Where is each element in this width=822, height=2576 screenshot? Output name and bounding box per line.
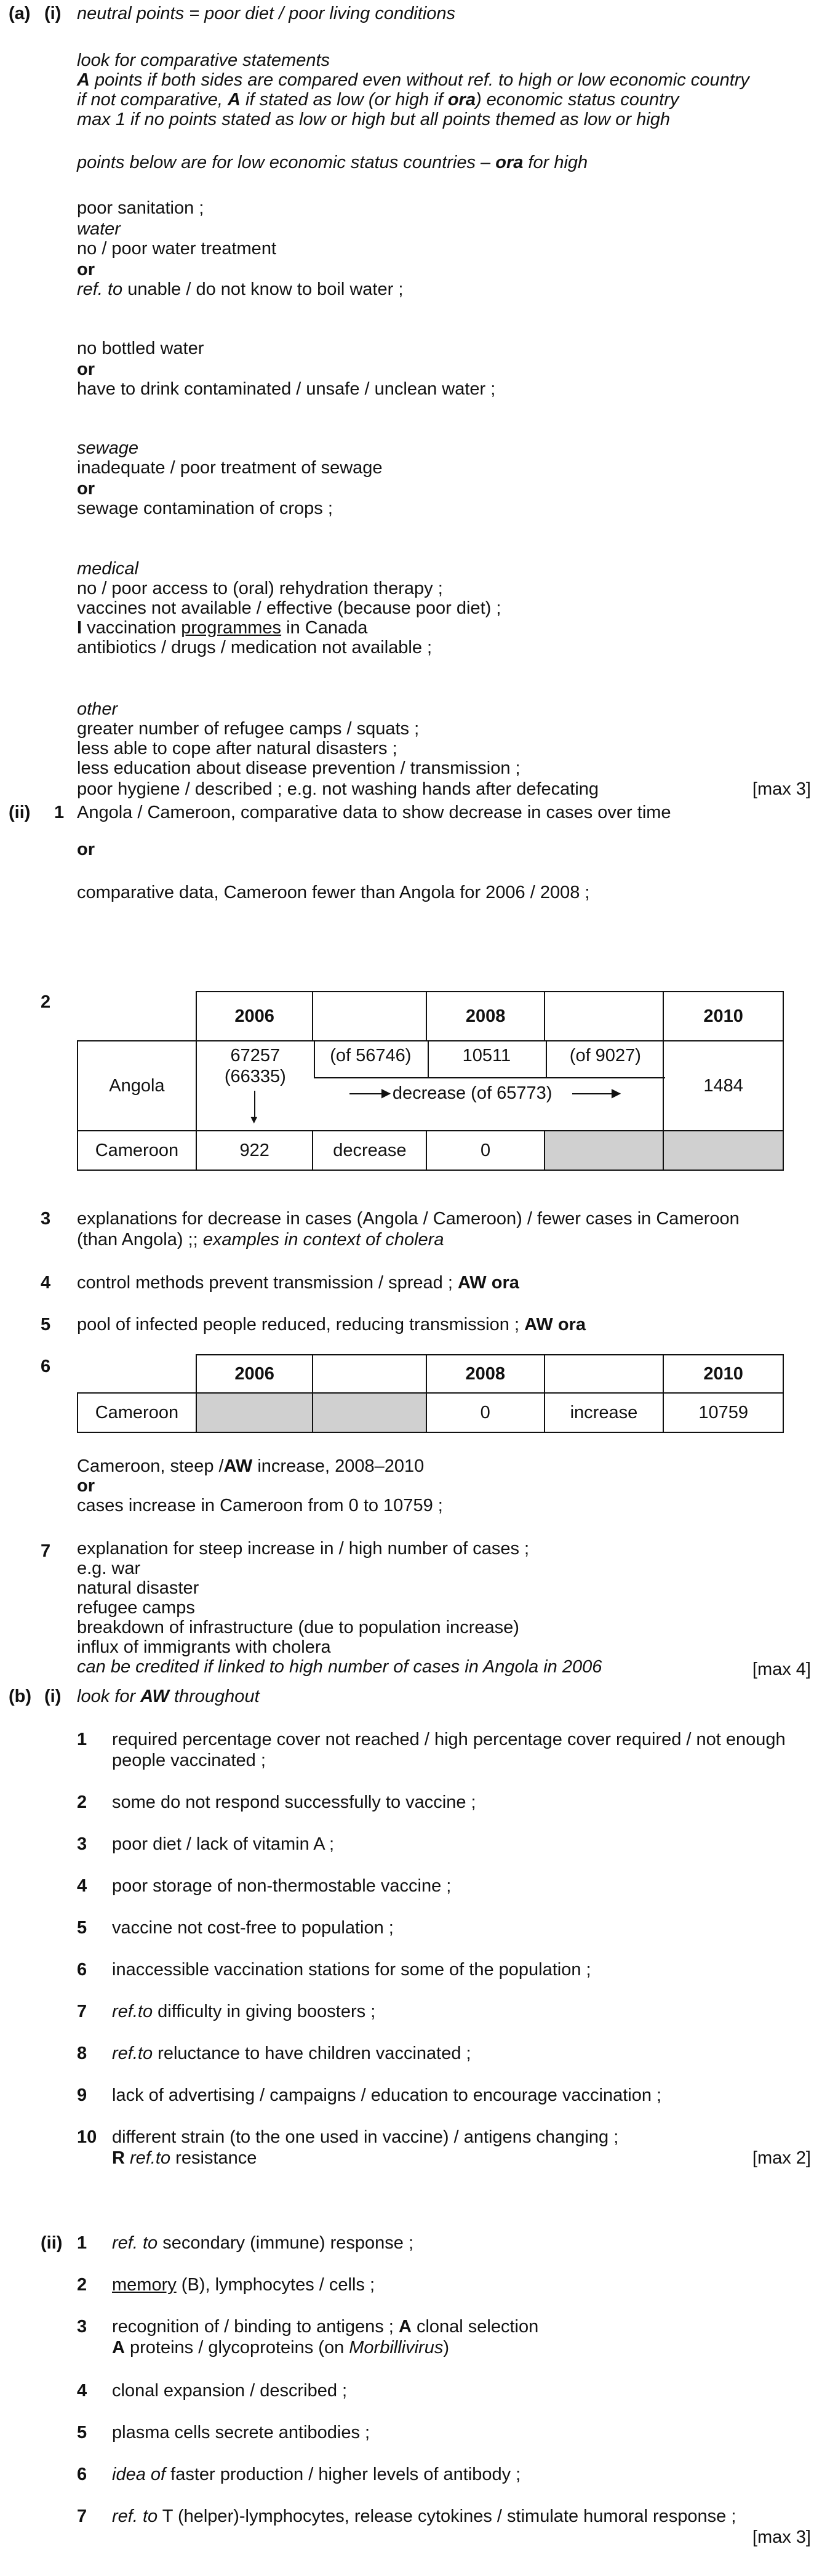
max-mark: [max 2] (752, 2148, 811, 2168)
explanation-line: explanation for steep increase in / high number of cases ; (77, 1539, 530, 1559)
steep-increase-point: Cameroon, steep /AW increase, 2008–2010 (77, 1456, 425, 1476)
or-label: or (77, 840, 95, 859)
row-label-angola: Angola (78, 1041, 196, 1131)
corner-cell (78, 1355, 196, 1393)
point-number: 3 (77, 2317, 87, 2337)
explanations-point-cont: (than Angola) ;; examples in context of cholera (77, 1230, 444, 1250)
secondary-response-point: ref. to secondary (immune) response ; (112, 2233, 414, 2253)
header-2006: 2006 (196, 1355, 313, 1393)
max-mark: [max 3] (752, 2527, 811, 2547)
cell-divider (546, 1041, 547, 1077)
cover-not-reached-point: required percentage cover not reached / high percentage cover required / not enough (112, 1730, 786, 1749)
vaccination-ignore-note: I vaccination programmes in Canada (77, 618, 368, 638)
different-strain-point: different strain (to the one used in vaccine) / antigens changing ; (112, 2127, 619, 2147)
point-number: 1 (77, 1730, 87, 1749)
max-mark: [max 3] (752, 779, 811, 799)
cameroon-2006-value: 922 (196, 1131, 313, 1170)
point-number: 8 (77, 2044, 87, 2063)
or-label: or (77, 1476, 95, 1496)
contaminated-water-point: have to drink contaminated / unsafe / unclean water ; (77, 379, 496, 399)
header-2006: 2006 (196, 992, 313, 1041)
reject-resistance-note: R ref.to resistance (112, 2148, 257, 2168)
point-number: 3 (77, 1834, 87, 1854)
cases-increase-point: cases increase in Cameroon from 0 to 10759 ; (77, 1496, 443, 1515)
explanation-line: breakdown of infrastructure (due to population increase) (77, 1618, 519, 1637)
shaded-cell (196, 1393, 313, 1432)
sewage-treatment-point: inadequate / poor treatment of sewage (77, 458, 383, 478)
point-number: 7 (41, 1541, 51, 1561)
point-number: 10 (77, 2127, 97, 2147)
header-gap (313, 992, 426, 1041)
part-b-i-label: (i) (44, 1687, 62, 1706)
point-number: 5 (77, 1918, 87, 1938)
explanations-point: explanations for decrease in cases (Angola / Cameroon) / fewer cases in Cameroon (77, 1209, 740, 1229)
point-number: 6 (77, 2465, 87, 2484)
point-number: 5 (77, 2423, 87, 2442)
glycoproteins-note: A proteins / glycoproteins (on Morbillivirus) (112, 2338, 450, 2357)
antigen-recognition-point: recognition of / binding to antigens ; A clonal selection (112, 2317, 539, 2337)
t-helper-point: ref. to T (helper)-lymphocytes, release cytokines / stimulate humoral response ; (112, 2506, 736, 2526)
angola-2006-value: 67257 (230, 1046, 281, 1065)
cell-divider (428, 1041, 429, 1077)
poor-storage-point: poor storage of non-thermostable vaccine ; (112, 1876, 452, 1896)
cameroon-2010-value: 10759 (663, 1393, 783, 1432)
boosters-point: ref.to difficulty in giving boosters ; (112, 2002, 376, 2021)
explanation-line: influx of immigrants with cholera (77, 1637, 331, 1657)
refugee-camps-point: greater number of refugee camps / squats ; (77, 719, 420, 739)
credit-note: can be credited if linked to high number of cases in Angola in 2006 (77, 1657, 602, 1677)
cameroon-2008-value: 0 (426, 1131, 545, 1170)
education-point: less education about disease prevention / transmission ; (77, 758, 521, 778)
neutral-points-note: neutral points = poor diet / poor living conditions (77, 4, 456, 23)
part-a-label: (a) (9, 4, 31, 23)
natural-disasters-point: less able to cope after natural disasters ; (77, 739, 397, 758)
reluctance-point: ref.to reluctance to have children vaccinated ; (112, 2044, 471, 2063)
a-points-note: A points if both sides are compared even without ref. to high or low economic country (77, 70, 749, 90)
row-label-cameroon: Cameroon (78, 1131, 196, 1170)
low-status-note: points below are for low economic status countries – ora for high (77, 153, 588, 172)
faster-production-point: idea of faster production / higher levels of antibody ; (112, 2465, 521, 2484)
hygiene-point: poor hygiene / described ; e.g. not washing hands after defecating (77, 779, 599, 799)
poor-sanitation-point: poor sanitation ; (77, 198, 204, 218)
cell-divider (314, 1041, 315, 1077)
boil-water-point: ref. to unable / do not know to boil water ; (77, 279, 404, 299)
clonal-expansion-point: clonal expansion / described ; (112, 2381, 348, 2401)
angola-2008-value: 10511 (462, 1046, 511, 1065)
header-2008: 2008 (426, 992, 545, 1041)
cameroon-2008-value: 0 (426, 1393, 545, 1432)
pool-infected-point: pool of infected people reduced, reducing transmission ; AW ora (77, 1315, 586, 1334)
point-number: 6 (77, 1960, 87, 1980)
corner-cell (78, 992, 196, 1041)
vaccines-point: vaccines not available / effective (because poor diet) ; (77, 598, 501, 618)
point-number: 9 (77, 2085, 87, 2105)
cameroon-gap-1: decrease (313, 1131, 426, 1170)
comparative-data-point: Angola / Cameroon, comparative data to show decrease in cases over time (77, 803, 671, 822)
header-gap (545, 992, 663, 1041)
cover-not-reached-point-cont: people vaccinated ; (112, 1751, 266, 1770)
header-2010: 2010 (663, 992, 783, 1041)
point-number: 4 (77, 1876, 87, 1896)
point-number: 6 (41, 1357, 51, 1376)
comparative-note: look for comparative statements (77, 50, 330, 70)
point-number: 4 (41, 1273, 51, 1293)
look-for-aw-note: look for AW throughout (77, 1687, 260, 1706)
not-cost-free-point: vaccine not cost-free to population ; (112, 1918, 394, 1938)
bottled-water-point: no bottled water (77, 339, 204, 358)
poor-diet-point: poor diet / lack of vitamin A ; (112, 1834, 335, 1854)
max-mark: [max 4] (752, 1659, 811, 1679)
part-b-ii-label: (ii) (41, 2233, 63, 2253)
control-methods-point: control methods prevent transmission / spread ; AW ora (77, 1273, 519, 1293)
row-label-cameroon: Cameroon (78, 1393, 196, 1432)
cell-divider (314, 1077, 665, 1078)
water-heading: water (77, 219, 121, 239)
header-2010: 2010 (663, 1355, 783, 1393)
explanation-steep-point (77, 1539, 602, 1677)
inaccessible-stations-point: inaccessible vaccination stations for some of the population ; (112, 1960, 591, 1980)
plasma-cells-point: plasma cells secrete antibodies ; (112, 2423, 370, 2442)
angola-gap-1: (of 56746) (330, 1046, 412, 1065)
or-label: or (77, 479, 95, 499)
cases-table-2 (77, 1354, 784, 1433)
header-gap (313, 1355, 426, 1393)
point-number: 2 (77, 2275, 87, 2295)
no-response-point: some do not respond successfully to vaccine ; (112, 1792, 476, 1812)
cases-table-1 (77, 991, 784, 1171)
or-label: or (77, 359, 95, 379)
shaded-cell (663, 1131, 783, 1170)
cameroon-fewer-point: comparative data, Cameroon fewer than Angola for 2006 / 2008 ; (77, 883, 590, 902)
explanation-line: e.g. war (77, 1559, 141, 1578)
explanation-line: natural disaster (77, 1578, 199, 1598)
or-label: or (77, 260, 95, 279)
cameroon-gap-2: increase (545, 1393, 664, 1432)
point-number: 2 (77, 1792, 87, 1812)
point-number: 4 (77, 2381, 87, 2401)
angola-2010-value: 1484 (663, 1041, 783, 1131)
shaded-cell (545, 1131, 663, 1170)
point-number: 7 (77, 2002, 87, 2021)
right-arrow-icon: ▶ (611, 1086, 621, 1100)
part-b-label: (b) (9, 1687, 32, 1706)
water-treatment-point: no / poor water treatment (77, 239, 276, 259)
angola-gap-2: (of 9027) (569, 1046, 641, 1065)
header-gap (545, 1355, 664, 1393)
right-arrow-line (572, 1093, 615, 1094)
advertising-point: lack of advertising / campaigns / education to encourage vaccination ; (112, 2085, 662, 2105)
antibiotics-point: antibiotics / drugs / medication not available ; (77, 638, 433, 657)
memory-cells-point: memory (B), lymphocytes / cells ; (112, 2275, 375, 2295)
header-2008: 2008 (426, 1355, 545, 1393)
point-number: 3 (41, 1209, 51, 1229)
angola-2006-alt-value: (66335) (224, 1067, 286, 1086)
not-comparative-note: if not comparative, A if stated as low (or high if ora) economic status country (77, 90, 679, 110)
point-number: 2 (41, 992, 51, 1012)
explanation-line: refugee camps (77, 1598, 195, 1618)
right-arrow-icon: ▶ (381, 1086, 391, 1100)
point-number: 7 (77, 2506, 87, 2526)
medical-heading: medical (77, 559, 138, 579)
max-one-note: max 1 if no points stated as low or high but all points themed as low or high (77, 110, 670, 129)
down-arrow-icon: ▼ (248, 1113, 260, 1126)
other-heading: other (77, 699, 118, 719)
shaded-cell (313, 1393, 426, 1432)
sewage-heading: sewage (77, 438, 138, 458)
point-number: 1 (77, 2233, 87, 2253)
sewage-crops-point: sewage contamination of crops ; (77, 499, 333, 518)
point-number: 5 (41, 1315, 51, 1334)
part-a-i-label: (i) (44, 4, 62, 23)
angola-decrease-label: decrease (of 65773) (392, 1083, 553, 1103)
point-number: 1 (54, 803, 65, 822)
angola-merged-cell (196, 1041, 664, 1131)
part-a-ii-label: (ii) (9, 803, 31, 822)
rehydration-point: no / poor access to (oral) rehydration therapy ; (77, 579, 443, 598)
